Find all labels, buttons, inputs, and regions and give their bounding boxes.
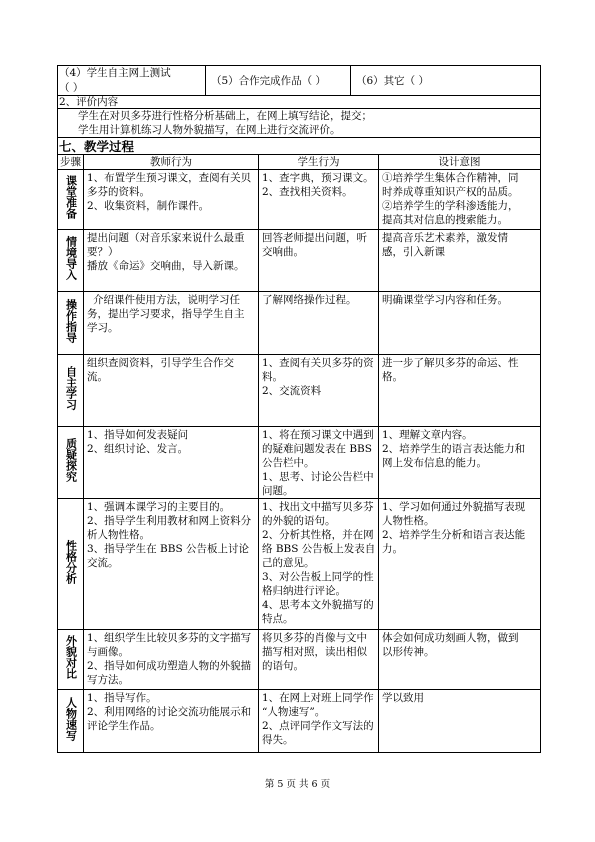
design-intent-line: 提高其对信息的搜索能力。 <box>382 213 508 226</box>
student-action-line: 料。 <box>262 370 283 383</box>
student-action-line: 1、思考、讨论公告栏中 <box>262 470 374 483</box>
student-action-line: 特点。 <box>262 612 294 625</box>
teacher-action-line: 提出问题（对音乐家来说什么最重 <box>87 231 245 244</box>
design-intent-line: 感，引入新课 <box>382 245 445 258</box>
page-footer: 第 5 页 共 6 页 <box>264 779 331 790</box>
evaluation-line: 学生用计算机练习人物外貌描写，在网上进行交流评价。 <box>78 124 341 136</box>
option-cooperative-work-label: （5）合作完成作品（ ） <box>211 74 327 87</box>
design-intent-cell <box>379 426 541 498</box>
option-self-test-label: （4）学生自主网上测试 <box>59 67 171 79</box>
student-action-cell <box>259 426 379 498</box>
teacher-action-line: 1、布置学生预习课文，查阅有关贝 <box>87 171 252 184</box>
student-action-line: 描写相对照，读出相似 <box>262 645 367 658</box>
design-intent-line: 网上发布信息的能力。 <box>382 456 487 469</box>
process-row-situation-intro <box>58 229 541 291</box>
teacher-action-cell <box>84 498 259 629</box>
student-action-line: “人物速写”。 <box>262 705 326 718</box>
step-label: 操作指导 <box>64 298 78 343</box>
teacher-action-cell <box>84 291 259 354</box>
option-cell-cooperative-work <box>206 66 351 96</box>
teacher-action-line: 流。 <box>87 370 108 383</box>
process-row-character-sketch <box>58 689 541 752</box>
process-row-self-study <box>58 354 541 426</box>
design-intent-cell <box>379 169 541 229</box>
student-action-line: 1、查字典，预习课文。 <box>262 171 374 184</box>
student-action-line: 1、找出文中描写贝多芬 <box>262 500 374 513</box>
student-action-line: 了解网络操作过程。 <box>262 293 357 306</box>
teacher-action-line: 1、指导如何发表疑问 <box>87 428 189 441</box>
design-intent-cell <box>379 291 541 354</box>
teacher-action-line: 2、指导如何成功塑造人物的外貌描 <box>87 659 252 672</box>
teacher-action-line: 介绍课件使用方法，说明学习任 <box>93 293 240 306</box>
design-intent-cell <box>379 354 541 426</box>
student-action-line: 2、交流资料 <box>262 384 322 397</box>
step-label: 外貌对比 <box>64 635 78 679</box>
student-action-line: 1、查阅有关贝多芬的资 <box>262 356 374 369</box>
step-label: 自主学习 <box>64 366 78 410</box>
teacher-action-cell <box>84 354 259 426</box>
option-cell-self-test <box>58 66 206 96</box>
evaluation-heading-cell <box>58 96 541 109</box>
student-action-line: 问题。 <box>262 484 294 497</box>
step-label: 性格分析 <box>64 539 78 584</box>
student-action-cell <box>259 291 379 354</box>
teacher-action-line: 要？） <box>87 245 119 258</box>
page-content <box>57 65 540 753</box>
teacher-action-cell <box>84 229 259 291</box>
evaluation-line: 学生在对贝多芬进行性格分析基础上，在网上填写结论，提交； <box>78 110 372 122</box>
design-intent-line: ①培养学生集体合作精神，同 <box>382 171 519 184</box>
teacher-action-line: 2、利用网络的讨论交流功能展示和 <box>87 705 252 718</box>
design-intent-line: 提高音乐艺术素养，激发情 <box>382 231 508 244</box>
student-action-line: 1、在网上对班上同学作 <box>262 691 374 704</box>
teacher-action-line: 析人物性格。 <box>87 528 150 541</box>
teaching-process-table <box>57 155 541 753</box>
step-cell <box>58 498 84 629</box>
teacher-action-line: 1、组织学生比较贝多芬的文字描写 <box>87 631 252 644</box>
section-heading-row <box>58 138 541 155</box>
student-action-line: 2、查找相关资料。 <box>262 185 353 198</box>
student-action-cell <box>259 629 379 689</box>
step-cell <box>58 689 84 752</box>
teacher-action-line: 2、组织讨论、发言。 <box>87 442 189 455</box>
student-action-line: 己的意见。 <box>262 556 315 569</box>
teacher-action-line: 2、指导学生利用教材和网上资料分 <box>87 514 252 527</box>
student-action-line: 3、对公告板上同学的性 <box>262 570 374 583</box>
evaluation-content-cell <box>58 109 541 138</box>
student-action-line: 4、思考本文外貌描写的 <box>262 598 374 611</box>
step-label: 课堂准备 <box>64 175 78 219</box>
process-row-inquiry <box>58 426 541 498</box>
evaluation-content-row <box>58 109 541 138</box>
header-step: 步骤 <box>58 155 84 169</box>
process-row-character-analysis <box>58 498 541 629</box>
design-intent-line: 以形传神。 <box>382 645 435 658</box>
teacher-action-line: 多芬的资料。 <box>87 185 150 198</box>
student-action-line: 的语句。 <box>262 659 304 672</box>
teacher-action-line: 1、指导写作。 <box>87 691 157 704</box>
teacher-action-line: 务，提出学习要求，指导学生自主 <box>87 307 245 320</box>
design-intent-line: 人物性格。 <box>382 514 435 527</box>
section-heading-cell <box>58 138 541 155</box>
design-intent-line: 1、学习如何通过外貌描写表现 <box>382 500 526 513</box>
step-cell <box>58 291 84 354</box>
teacher-action-cell <box>84 629 259 689</box>
step-cell <box>58 354 84 426</box>
process-row-appearance-comparison <box>58 629 541 689</box>
option-self-test-blank: （ ） <box>59 81 84 94</box>
teacher-action-cell <box>84 169 259 229</box>
teacher-action-line: 学习。 <box>87 321 119 334</box>
design-intent-cell <box>379 229 541 291</box>
step-cell <box>58 426 84 498</box>
header-student-action: 学生行为 <box>259 155 379 169</box>
student-action-line: 回答老师提出问题，听 <box>262 231 367 244</box>
teacher-action-line: 写方法。 <box>87 673 129 686</box>
process-row-preparation <box>58 169 541 229</box>
design-intent-cell <box>379 689 541 752</box>
teacher-action-cell <box>84 689 259 752</box>
student-action-line: 得失。 <box>262 733 294 746</box>
teacher-action-line: 播放《命运》交响曲，导入新课。 <box>87 259 245 272</box>
evaluation-heading-row <box>58 96 541 109</box>
header-teacher-action: 教师行为 <box>84 155 259 169</box>
design-intent-line: 进一步了解贝多芬的命运、性 <box>382 356 519 369</box>
student-action-line: 的外貌的语句。 <box>262 514 336 527</box>
student-action-line: 格归纳进行评论。 <box>262 584 346 597</box>
design-intent-line: 体会如何成功刻画人物，做到 <box>382 631 519 644</box>
student-action-cell <box>259 689 379 752</box>
step-cell <box>58 169 84 229</box>
student-action-cell <box>259 354 379 426</box>
teacher-action-line: 评论学生作品。 <box>87 719 161 732</box>
step-label: 人物速写 <box>64 696 78 741</box>
process-header-row <box>58 155 541 169</box>
student-action-line: 2、分析其性格，并在网 <box>262 528 374 541</box>
step-label: 情境导入 <box>64 236 78 280</box>
design-intent-cell <box>379 629 541 689</box>
step-cell <box>58 229 84 291</box>
step-label: 质疑探究 <box>64 438 78 482</box>
student-action-cell <box>259 169 379 229</box>
student-action-cell <box>259 229 379 291</box>
design-intent-line: 时养成尊重知识产权的品质。 <box>382 185 519 198</box>
design-intent-line: 学以致用 <box>382 691 424 704</box>
step-cell <box>58 629 84 689</box>
design-intent-line: 明确课堂学习内容和任务。 <box>382 293 508 306</box>
process-row-operation-guide <box>58 291 541 354</box>
option-other-label: （6）其它（ ） <box>356 74 430 87</box>
teacher-action-line: 交流。 <box>87 556 119 569</box>
design-intent-line: 2、培养学生分析和语言表达能 <box>382 528 526 541</box>
student-action-line: 1、将在预习课文中遇到 <box>262 428 374 441</box>
design-intent-cell <box>379 498 541 629</box>
design-intent-line: 格。 <box>382 370 403 383</box>
teacher-action-line: 1、强调本课学习的主要目的。 <box>87 500 231 513</box>
section-title: 七、教学过程 <box>59 138 135 154</box>
design-intent-line: 力。 <box>382 542 403 555</box>
design-intent-line: ②培养学生的学科渗透能力， <box>382 199 519 212</box>
student-action-line: 的疑难问题发表在 BBS <box>262 442 372 455</box>
activity-evaluation-table <box>57 65 541 155</box>
student-action-line: 将贝多芬的肖像与文中 <box>262 631 367 644</box>
student-action-line: 2、点评同学作文写法的 <box>262 719 374 732</box>
evaluation-heading: 2、评价内容 <box>59 96 119 108</box>
option-cell-other <box>351 66 541 96</box>
student-action-line: 公告栏中。 <box>262 456 315 469</box>
student-action-cell <box>259 498 379 629</box>
activity-options-row <box>58 66 541 96</box>
header-design-intent: 设计意图 <box>379 155 541 169</box>
student-action-line: 络 BBS 公告板上发表自 <box>262 542 376 555</box>
design-intent-line: 2、培养学生的语言表达能力和 <box>382 442 526 455</box>
student-action-line: 交响曲。 <box>262 245 304 258</box>
design-intent-line: 1、理解文章内容。 <box>382 428 473 441</box>
teacher-action-line: 与画像。 <box>87 645 129 658</box>
teacher-action-cell <box>84 426 259 498</box>
teacher-action-line: 2、收集资料，制作课件。 <box>87 199 210 212</box>
teacher-action-line: 3、指导学生在 BBS 公告板上讨论 <box>87 542 249 555</box>
teacher-action-line: 组织查阅资料，引导学生合作交 <box>87 356 234 369</box>
